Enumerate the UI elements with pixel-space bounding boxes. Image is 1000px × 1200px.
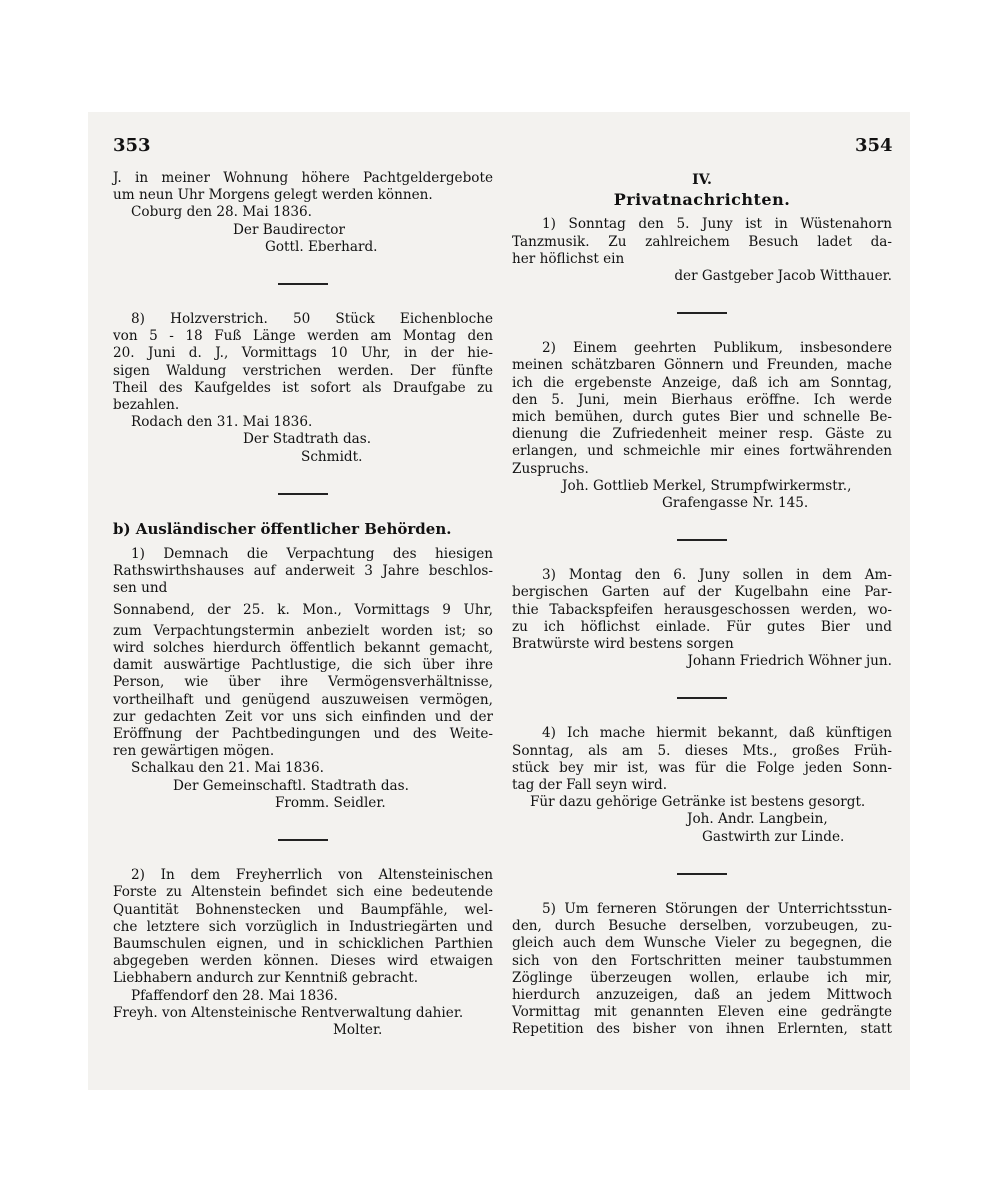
signature-name: Schmidt.: [301, 448, 363, 465]
text-line: damit auswärtige Pachtlustige, die sich über ihre: [113, 657, 493, 674]
section-divider: [677, 539, 727, 541]
left-column: [113, 170, 493, 1039]
text-line: meinen schätzbaren Gönnern und Freunden, mache: [512, 357, 892, 374]
section-divider: [278, 839, 328, 841]
notice-bierhaus: [512, 340, 892, 512]
signature-title: Der Baudirector: [233, 221, 345, 238]
text-line: ren gewärtigen mögen.: [113, 743, 275, 760]
text-line: Vormittag mit genannten Eleven eine gedrängte: [512, 1004, 892, 1021]
text-line: Tanzmusik. Zu zahlreichem Besuch ladet da-: [512, 233, 892, 250]
signature-title: Der Stadtrath das.: [243, 431, 372, 448]
text-line: Quantität Bohnenstecken und Baumpfähle, wel-: [113, 901, 493, 918]
text-line: Zöglinge überzeugen wollen, erlaube ich mir,: [512, 969, 892, 986]
text-line: von 5 - 18 Fuß Länge werden am Montag den: [113, 328, 493, 345]
signature-name: Molter.: [333, 1021, 383, 1038]
section-title: Privatnachrichten.: [613, 190, 791, 210]
notice-kugelbahn: [512, 567, 892, 670]
notice-taubstumme: [512, 901, 892, 1039]
right-column: [512, 170, 892, 1039]
text-line: um neun Uhr Morgens gelegt werden können.: [113, 187, 433, 204]
text-line: che letztere sich vorzüglich in Industriegärten und: [113, 918, 493, 935]
text-line: Für dazu gehörige Getränke ist bestens gesorgt.: [530, 794, 866, 811]
signature-name: Gottl. Eberhard.: [265, 238, 378, 255]
notice-holzverstrich: [113, 311, 493, 466]
signature-name: der Gastgeber Jacob Witthauer.: [674, 268, 892, 285]
place-date: Rodach den 31. Mai 1836.: [131, 414, 313, 431]
text-line: 2) Einem geehrten Publikum, insbesondere: [542, 340, 892, 357]
text-line: Repetition des bisher von ihnen Erlernten, statt: [512, 1021, 892, 1038]
text-line: thie Tabackspfeifen herausgeschossen werden, wo-: [512, 601, 892, 618]
text-line: 20. Juni d. J., Vormittags 10 Uhr, in der hie-: [113, 345, 493, 362]
text-line: Rathswirthshauses auf anderweit 3 Jahre beschlos-: [113, 563, 493, 580]
text-line: wird solches hierdurch öffentlich bekannt gemacht,: [113, 640, 493, 657]
text-line: vortheilhaft und genügend auszuweisen vermögen,: [113, 691, 493, 708]
text-line: gleich auch dem Wunsche Vieler zu begegnen, die: [512, 935, 892, 952]
text-line: Theil des Kaufgeldes ist sofort als Draufgabe zu: [113, 379, 493, 396]
text-line: erlangen, und schmeichle mir eines fortwährenden: [512, 443, 892, 460]
text-line: tag der Fall seyn wird.: [512, 777, 668, 794]
text-line: 1) Sonntag den 5. Juny ist in Wüstenahorn: [542, 216, 892, 233]
date-line: Sonnabend, der 25. k. Mon., Vormittags 9 Uhr,: [113, 601, 493, 618]
text-line: Baumschulen eignen, und in schicklichen Parthien: [113, 935, 493, 952]
text-line: 3) Montag den 6. Juny sollen in dem Am-: [542, 567, 892, 584]
text-line: sigen Waldung verstrichen werden. Der fünfte: [113, 362, 493, 379]
section-heading: b) Ausländischer öffentlicher Behörden.: [113, 519, 452, 538]
text-line: mich bemühen, durch gutes Bier und schnelle Be-: [512, 409, 892, 426]
place-date: Schalkau den 21. Mai 1836.: [131, 760, 324, 777]
text-line: abgegeben werden können. Dieses wird etwaigen: [113, 953, 493, 970]
signature-name: Fromm. Seidler.: [275, 794, 386, 811]
notice-tanzmusik: [512, 216, 892, 285]
text-line: 1) Demnach die Verpachtung des hiesigen: [131, 546, 493, 563]
text-line: zur gedachten Zeit vor uns sich einfinden und der: [113, 708, 493, 725]
text-line: bergischen Garten auf der Kugelbahn eine Par-: [512, 584, 892, 601]
text-line: Zuspruchs.: [512, 460, 589, 477]
text-line: den, durch Besuche derselben, vorzubeugen, zu-: [512, 918, 892, 935]
section-divider: [677, 697, 727, 699]
text-line: Eröffnung der Pachtbedingungen und des Weite-: [113, 726, 493, 743]
text-line: hierdurch anzuzeigen, daß an jedem Mittwoch: [512, 986, 892, 1003]
text-line: Forste zu Altenstein befindet sich eine bedeutende: [113, 884, 493, 901]
signature-name: Gastwirth zur Linde.: [702, 828, 845, 845]
notice-baudirector: [113, 170, 493, 256]
notice-altenstein: [113, 867, 493, 1039]
text-line: zu ich höflichst einlade. Für gutes Bier und: [512, 618, 892, 635]
text-line: 5) Um ferneren Störungen der Unterrichtsstun-: [542, 900, 892, 917]
page-number-right: 354: [855, 135, 893, 156]
page-number-left: 353: [113, 135, 151, 156]
text-line: stück bey mir ist, was für die Folge jeden Sonn-: [512, 759, 892, 776]
text-line: 2) In dem Freyherrlich von Altensteinischen: [131, 867, 493, 884]
text-line: J. in meiner Wohnung höhere Pachtgeldergebote: [113, 170, 493, 186]
signature-title: Joh. Andr. Langbein,: [687, 811, 828, 828]
notice-fruehstueck: [512, 725, 892, 845]
text-line: zum Verpachtungstermin anbezielt worden ist; so: [113, 622, 493, 639]
text-line: sich von den Fortschritten meiner taubstummen: [512, 952, 892, 969]
signature-title: Freyh. von Altensteinische Rentverwaltung dahier.: [113, 1004, 464, 1021]
text-line: 4) Ich mache hiermit bekannt, daß künftigen: [542, 725, 892, 742]
text-line: ich die ergebenste Anzeige, daß ich am Sonntag,: [512, 374, 892, 391]
signature-name: Grafengasse Nr. 145.: [662, 495, 809, 512]
signature-title: Joh. Gottlieb Merkel, Strumpfwirkermstr.,: [562, 477, 852, 494]
notice-verpachtung: [113, 546, 493, 812]
text-line: Sonntag, als am 5. dieses Mts., großes Früh-: [512, 742, 892, 759]
text-line: Person, wie über ihre Vermögensverhältnisse,: [113, 674, 493, 691]
text-line: bezahlen.: [113, 397, 180, 414]
section-number: IV.: [692, 172, 712, 188]
text-line: Liebhabern andurch zur Kenntniß gebracht.: [113, 970, 419, 987]
signature-title: Der Gemeinschaftl. Stadtrath das.: [173, 777, 409, 794]
place-date: Coburg den 28. Mai 1836.: [131, 204, 312, 221]
text-line: den 5. Juni, mein Bierhaus eröffne. Ich werde: [512, 391, 892, 408]
section-divider: [677, 312, 727, 314]
section-divider: [677, 873, 727, 875]
place-date: Pfaffendorf den 28. Mai 1836.: [131, 987, 338, 1004]
section-divider: [278, 283, 328, 285]
text-line: 8) Holzverstrich. 50 Stück Eichenbloche: [131, 311, 493, 328]
text-line: Bratwürste wird bestens sorgen: [512, 636, 734, 653]
text-line: her höflichst ein: [512, 250, 625, 267]
text-line: dienung die Zufriedenheit meiner resp. Gäste zu: [512, 426, 892, 443]
text-line: sen und: [113, 580, 168, 597]
signature-name: Johann Friedrich Wöhner jun.: [687, 653, 892, 670]
section-divider: [278, 493, 328, 495]
